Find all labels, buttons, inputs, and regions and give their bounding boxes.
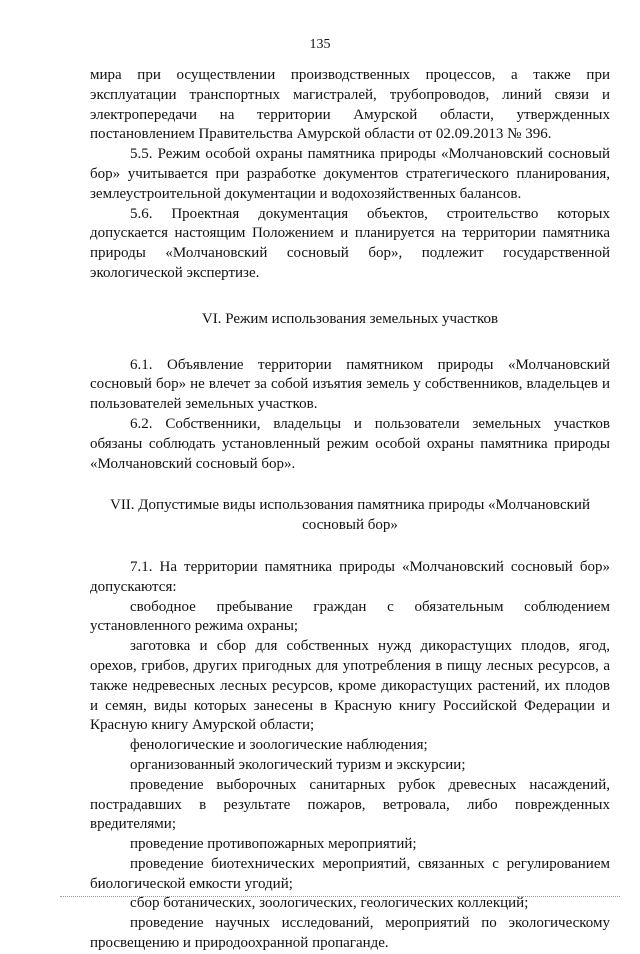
list-item-harvesting: заготовка и сбор для собственных нужд дикорастущих плодов, ягод, орехов, грибов, других пригодных для употребления в пищу лесных ресурсов, а также недревесных лесных ресурсов, кроме дикорастущих растений, их плодов и семян, виды которых занесены в Красную книгу Российской Федерации и Красную книгу Амурской области; — [90, 638, 610, 734]
scan-edge-line — [60, 896, 620, 897]
list-item-observations: фенологические и зоологические наблюдения; — [130, 737, 428, 754]
list-item-biotechnical: проведение биотехнических мероприятий, связанных с регулированием биологической емкости угодий; — [90, 855, 610, 892]
section-heading-vi: VI. Режим использования земельных участков — [201, 310, 499, 327]
section-heading-vii: VII. Допустимые виды использования памятника природы «Молчановский сосновый бор» — [109, 497, 590, 534]
paragraph-5-6: 5.6. Проектная документация объектов, строительство которых допускается настоящим Положением и планируется на территории памятника природы «Молчановский сосновый бор», подлежит государственной экологической экспертизе. — [90, 205, 610, 281]
spacer — [90, 474, 610, 496]
spacer — [90, 330, 610, 356]
list-item-research: проведение научных исследований, мероприятий по экологическому просвещению и природоохранной пропаганде. — [90, 915, 610, 952]
list-item-fire-prevention: проведение противопожарных мероприятий; — [130, 836, 417, 853]
paragraph-5-5: 5.5. Режим особой охраны памятника природы «Молчановский сосновый бор» учитывается при разработке документов стратегического планирования, землеустроительной документации и водохозяйственных балансов. — [90, 146, 610, 202]
paragraph-continuation: мира при осуществлении производственных процессов, а также при эксплуатации транспортных магистралей, трубопроводов, линий связи и электропередачи на территории Амурской области, утвержденных постановлением Правительства Амурской области от 02.09.2013 № 396. — [90, 67, 610, 143]
spacer — [90, 284, 610, 310]
list-item-collections: сбор ботанических, зоологических, геологических коллекций; — [130, 895, 529, 912]
document-body — [90, 66, 610, 954]
list-item-ecotourism: организованный экологический туризм и экскурсии; — [130, 756, 466, 773]
list-item-sanitary-felling: проведение выборочных санитарных рубок древесных насаждений, пострадавших в результате пожаров, ветровала, либо поврежденных вредителями; — [90, 776, 610, 833]
paragraph-6-2: 6.2. Собственники, владельцы и пользователи земельных участков обязаны соблюдать установленный режим особой охраны памятника природы «Молчановский сосновый бор». — [90, 415, 610, 472]
paragraph-7-1: 7.1. На территории памятника природы «Молчановский сосновый бор» допускаются: — [90, 558, 610, 595]
spacer — [90, 536, 610, 558]
paragraph-6-1: 6.1. Объявление территории памятником природы «Молчановский сосновый бор» не влечет за собой изъятия земель у собственников, владельцев и пользователей земельных участков. — [90, 356, 610, 413]
page-number: 135 — [309, 37, 331, 52]
list-item-free-stay: свободное пребывание граждан с обязательным соблюдением установленного режима охраны; — [90, 598, 610, 635]
